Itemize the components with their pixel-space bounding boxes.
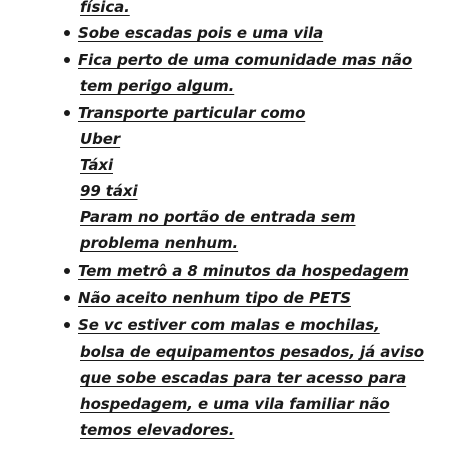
line-text: Não aceito nenhum tipo de PETS bbox=[78, 289, 351, 307]
line-text: Transporte particular como bbox=[78, 104, 306, 122]
line-text: Sobe escadas pois e uma vila bbox=[78, 24, 324, 42]
line-text: tem perigo algum. bbox=[80, 77, 235, 95]
line-text: Tem metrô a 8 minutos da hospedagem bbox=[78, 262, 409, 280]
line-text: 99 táxi bbox=[80, 182, 138, 200]
line-text: Se vc estiver com malas e mochilas, bbox=[78, 316, 380, 334]
line-text: Táxi bbox=[80, 156, 113, 174]
line-text: problema nenhum. bbox=[80, 234, 239, 252]
bullet-icon bbox=[64, 322, 70, 328]
line-text: que sobe escadas para ter acesso para bbox=[80, 369, 407, 387]
bullet-icon bbox=[64, 295, 70, 301]
line-text: Uber bbox=[80, 130, 121, 148]
bullet-icon bbox=[64, 30, 70, 36]
line-text: temos elevadores. bbox=[80, 421, 235, 439]
line-text: Param no portão de entrada sem bbox=[80, 208, 356, 226]
line-text: bolsa de equipamentos pesados, já aviso bbox=[80, 343, 425, 361]
line-text: hospedagem, e uma vila familiar não bbox=[80, 395, 390, 413]
bullet-icon bbox=[64, 268, 70, 274]
bullet-icon bbox=[64, 57, 70, 63]
line-text: física. bbox=[80, 0, 130, 16]
bottom-edge bbox=[0, 440, 450, 450]
bullet-icon bbox=[64, 110, 70, 116]
line-text: Fica perto de uma comunidade mas não bbox=[78, 51, 413, 69]
